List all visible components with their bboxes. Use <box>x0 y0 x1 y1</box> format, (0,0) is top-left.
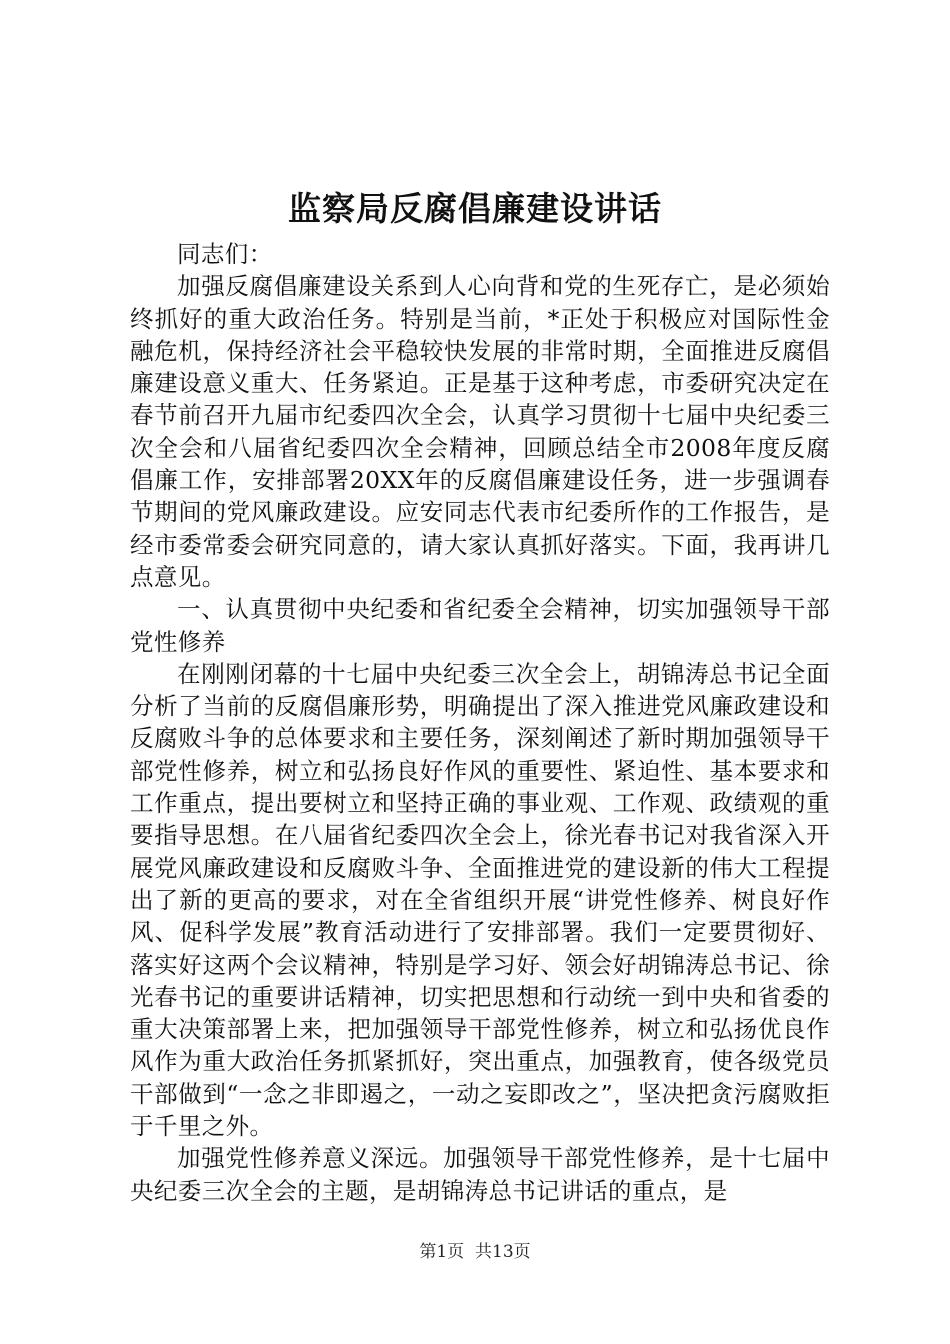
salutation: 同志们： <box>177 240 273 268</box>
page-footer <box>0 1241 950 1263</box>
section-heading-1: 一、认真贯彻中央纪委和省纪委全会精神，切实加强领导干部党性修养 <box>130 595 830 656</box>
paragraph-section-1: 在刚刚闭幕的十七届中央纪委三次全会上，胡锦涛总书记全面分析了当前的反腐倡廉形势，明确提出了深入推进党风廉政建设和反腐败斗争的总体要求和主要任务，深刻阐述了新时期加强领导干部党性修养，树立和弘扬良好作风的重要性、紧迫性、基本要求和工作重点，提出要树立和坚持正确的事业观、工作观、政绩观的重要指导思想。在八届省纪委四次全会上，徐光春书记对我省深入开展党风廉政建设和反腐败斗争、全面推进党的建设新的伟大工程提出了新的更高的要求，对在全省组织开展“讲党性修养、树良好作风、促科学发展”教育活动进行了安排部署。我们一定要贯彻好、落实好这两个会议精神，特别是学习好、领会好胡锦涛总书记、徐光春书记的重要讲话精神，切实把思想和行动统一到中央和省委的重大决策部署上来，把加强领导干部党性修养，树立和弘扬优良作风作为重大政治任务抓紧抓好，突出重点，加强教育，使各级党员干部做到“一念之非即遏之，一动之妄即改之”，坚决把贪污腐败拒于千里之外。 <box>130 659 830 1141</box>
paragraph-party-spirit: 加强党性修养意义深远。加强领导干部党性修养，是十七届中央纪委三次全会的主题，是胡锦涛总书记讲话的重点，是 <box>130 1144 830 1205</box>
paragraph-intro: 加强反腐倡廉建设关系到人心向背和党的生死存亡，是必须始终抓好的重大政治任务。特别是当前，*正处于积极应对国际性金融危机，保持经济社会平稳较快发展的非常时期，全面推进反腐倡廉建设意义重大、任务紧迫。正是基于这种考虑，市委研究决定在春节前召开九届市纪委四次全会，认真学习贯彻十七届中央纪委三次全会和八届省纪委四次全会精神，回顾总结全市2008年度反腐倡廉工作，安排部署20XX年的反腐倡廉建设任务，进一步强调春节期间的党风廉政建设。应安同志代表市纪委所作的工作报告，是经市委常委会研究同意的，请大家认真抓好落实。下面，我再讲几点意见。 <box>130 272 830 591</box>
page-number: 第1页 <box>419 1242 465 1262</box>
document-title: 监察局反腐倡廉建设讲话 <box>288 189 662 228</box>
document-body <box>130 238 830 1207</box>
page-total: 共13页 <box>475 1242 531 1262</box>
